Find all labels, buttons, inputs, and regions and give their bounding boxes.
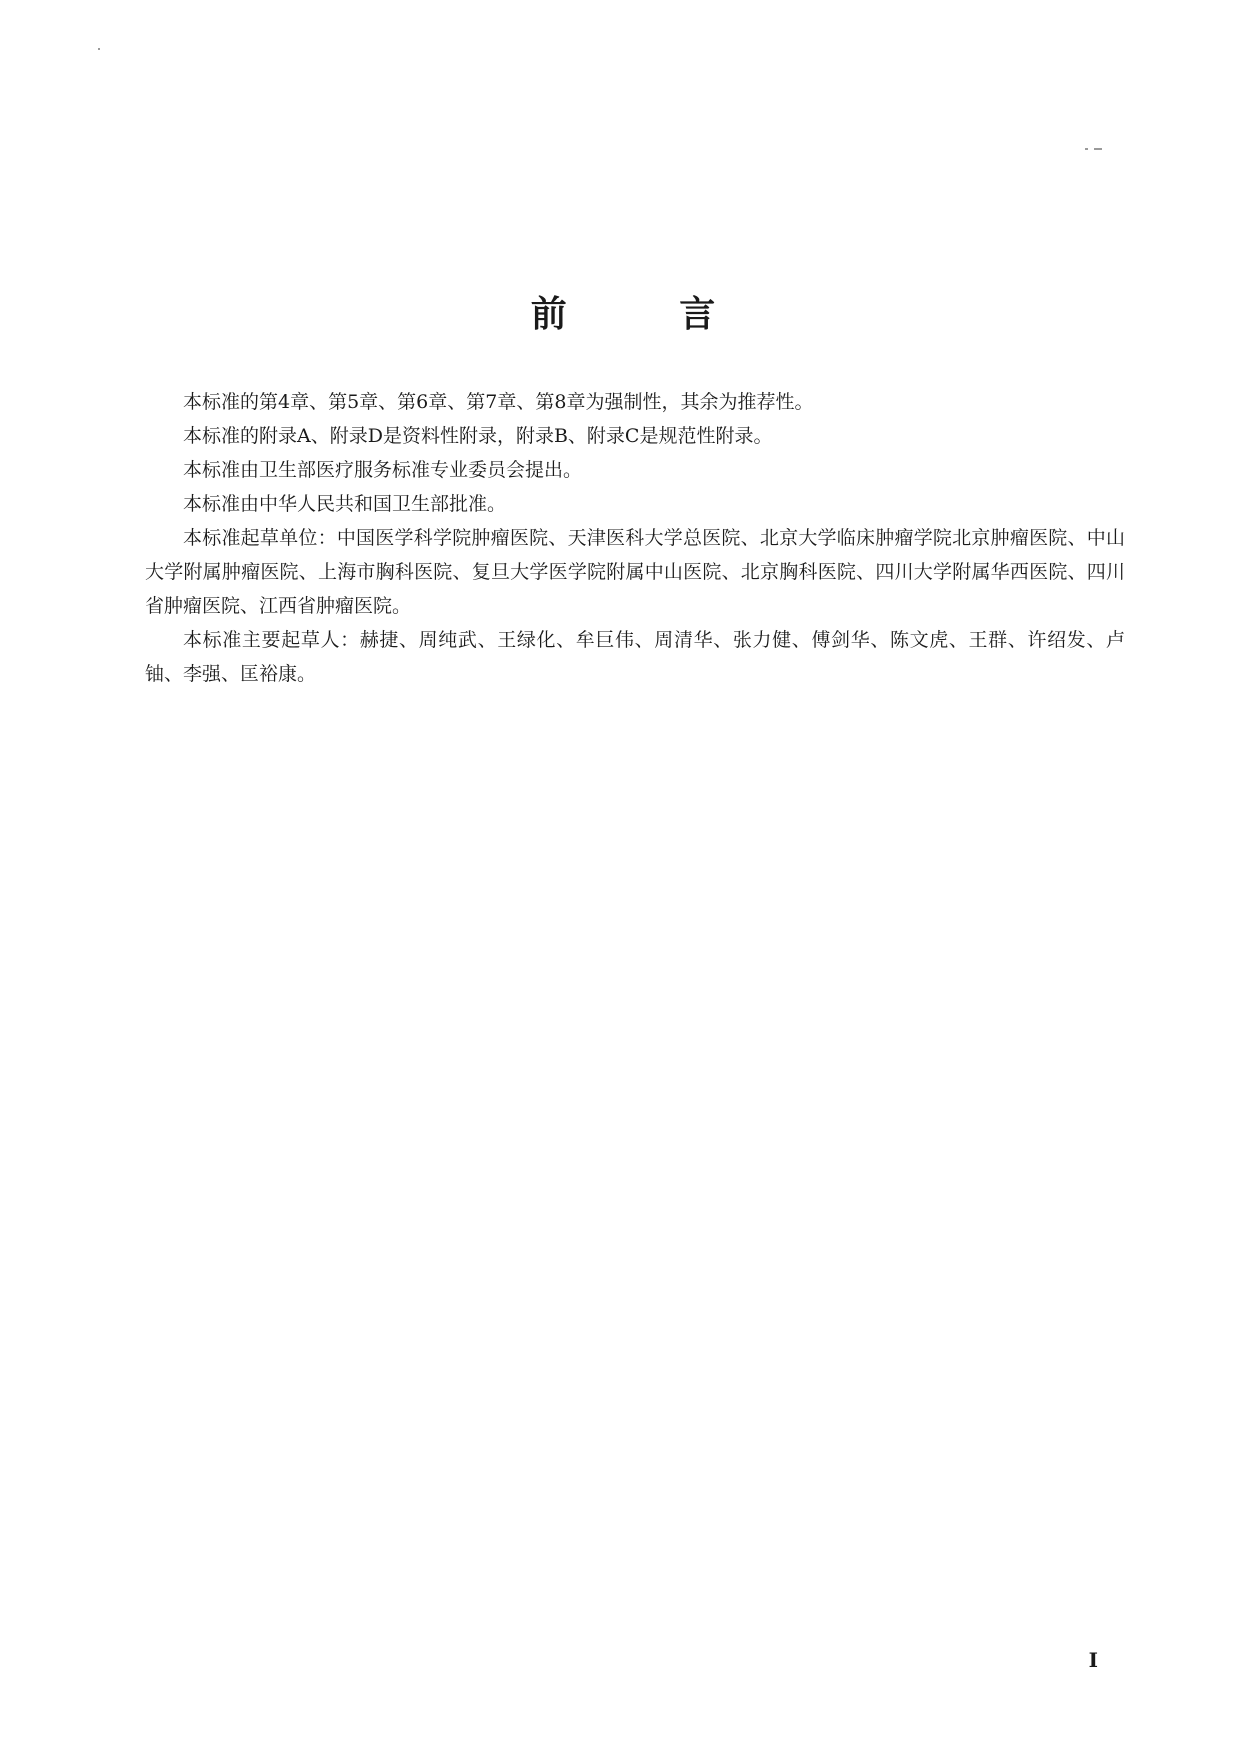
- scan-artifact: [1094, 148, 1102, 150]
- paragraph: 本标准的第4章、第5章、第6章、第7章、第8章为强制性，其余为推荐性。: [183, 391, 814, 413]
- paragraph: 本标准起草单位：中国医学科学院肿瘤医院、天津医科大学总医院、北京大学临床肿瘤学院北京肿瘤医院、中山大学附属肿瘤医院、上海市胸科医院、复旦大学医学院附属中山医院、北京胸科医院、四川大学附属华西医院、四川省肿瘤医院、江西省肿瘤医院。: [145, 527, 1125, 617]
- paragraph: 本标准由中华人民共和国卫生部批准。: [183, 493, 507, 515]
- paragraph: 本标准的附录A、附录D是资料性附录，附录B、附录C是规范性附录。: [183, 425, 773, 447]
- foreword-body: [145, 385, 1125, 691]
- paragraph: 本标准主要起草人：赫捷、周纯武、王绿化、牟巨伟、周清华、张力健、傅剑华、陈文虎、王群、许绍发、卢铀、李强、匡裕康。: [145, 629, 1125, 685]
- scan-artifact: [98, 48, 100, 50]
- page-title: 前 言: [530, 293, 766, 336]
- paragraph: 本标准由卫生部医疗服务标准专业委员会提出。: [183, 459, 583, 481]
- scan-artifact: [1085, 148, 1088, 150]
- page-number: I: [1088, 1648, 1098, 1672]
